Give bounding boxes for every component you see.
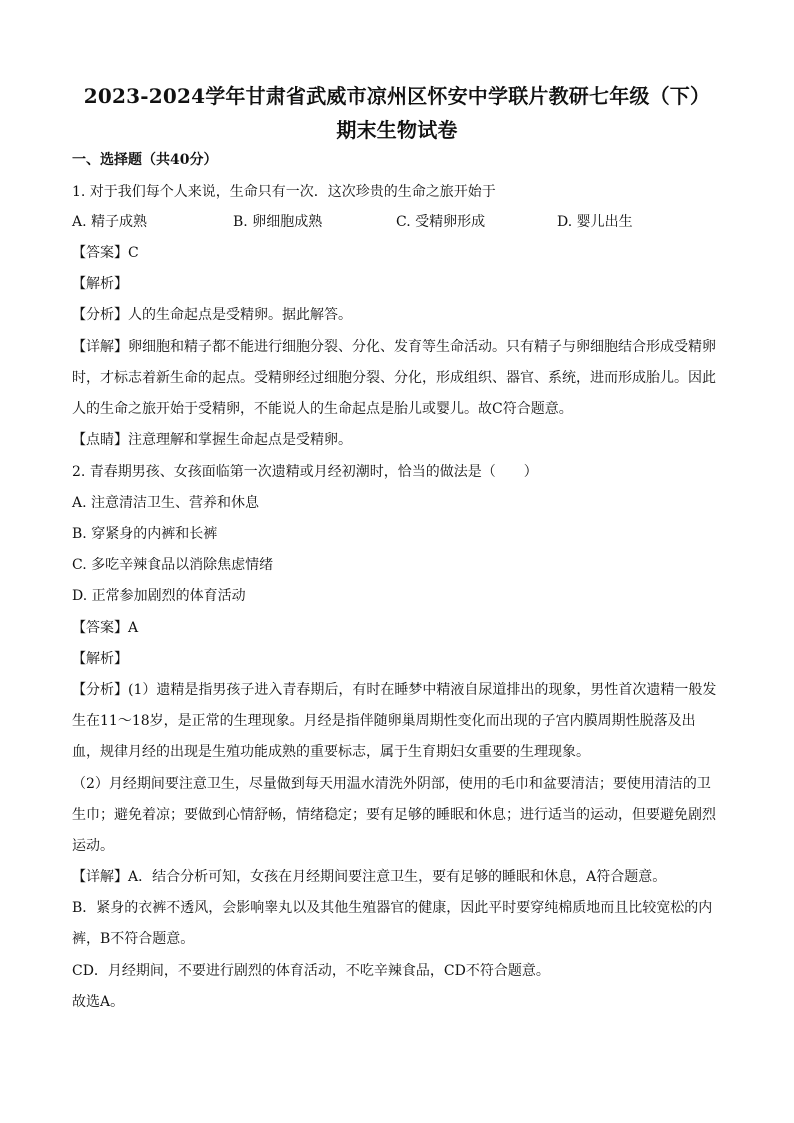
question-2-option-c: C. 多吃辛辣食品以消除焦虑情绪 <box>72 557 274 573</box>
question-1-answer: 【答案】C <box>72 245 139 261</box>
question-1-dianjing: 【点睛】注意理解和掌握生命起点是受精卵。 <box>72 432 352 448</box>
question-2-xiangjie-line: 故选A。 <box>72 994 125 1010</box>
question-2-option-d: D. 正常参加剧烈的体育活动 <box>72 588 246 604</box>
question-2-fenxi-line: 生在11～18岁，是正常的生理现象。月经是指伴随卵巢周期性变化而出现的子宫内膜周期性脱落及出 <box>72 713 696 729</box>
question-1-option-c: C. 受精卵形成 <box>396 214 486 230</box>
question-2-fenxi-line: 【分析】(1）遗精是指男孩子进入青春期后，有时在睡梦中精液自尿道排出的现象，男性首次遗精一般发 <box>72 682 717 698</box>
question-2-answer: 【答案】A <box>72 620 139 636</box>
question-1-xiangjie-line: 【详解】卵细胞和精子都不能进行细胞分裂、分化、发育等生命活动。只有精子与卵细胞结合形成受精卵 <box>72 339 716 355</box>
exam-title-line1: 2023-2024学年甘肃省武威市凉州区怀安中学联片教研七年级（下） <box>83 84 711 108</box>
question-1-analysis-label: 【解析】 <box>72 276 128 292</box>
question-2-fenxi-line: 血，规律月经的出现是生殖功能成熟的重要标志，属于生育期妇女重要的生理现象。 <box>72 744 590 760</box>
question-2-xiangjie-line: 【详解】A．结合分析可知，女孩在月经期间要注意卫生，要有足够的睡眠和休息，A符合题意。 <box>72 869 667 885</box>
question-2-option-a: A. 注意清洁卫生、营养和休息 <box>72 495 260 511</box>
section-heading: 一、选择题（共40分） <box>72 152 218 168</box>
question-2-option-b: B. 穿紧身的内裤和长裤 <box>72 526 218 542</box>
question-1-option-a: A. 精子成熟 <box>72 214 148 230</box>
question-2-fenxi-line: 生巾；避免着凉；要做到心情舒畅，情绪稳定；要有足够的睡眠和休息；进行适当的运动，但要避免剧烈 <box>72 807 716 823</box>
question-2-analysis-label: 【解析】 <box>72 651 128 667</box>
question-2-fenxi-line: （2）月经期间要注意卫生，尽量做到每天用温水清洗外阴部，使用的毛巾和盆要清洁；要使用清洁的卫 <box>72 776 711 792</box>
question-1-option-d: D. 婴儿出生 <box>557 214 633 230</box>
question-1-fenxi: 【分析】人的生命起点是受精卵。据此解答。 <box>72 307 352 323</box>
question-2-fenxi-line: 运动。 <box>72 838 114 854</box>
exam-title-line2: 期末生物试卷 <box>336 118 458 142</box>
question-2-xiangjie-line: 裤，B不符合题意。 <box>72 931 195 947</box>
question-2-xiangjie-line: CD．月经期间，不要进行剧烈的体育活动，不吃辛辣食品，CD不符合题意。 <box>72 963 550 979</box>
question-1-option-b: B. 卵细胞成熟 <box>233 214 323 230</box>
question-2-stem: 2. 青春期男孩、女孩面临第一次遗精或月经初潮时，恰当的做法是（ ） <box>72 464 538 480</box>
question-2-xiangjie-line: B．紧身的衣裤不透风，会影响睾丸以及其他生殖器官的健康，因此平时要穿纯棉质地而且比较宽松的内 <box>72 900 713 916</box>
question-1-xiangjie-line: 时，才标志着新生命的起点。受精卵经过细胞分裂、分化，形成组织、器官、系统，进而形成胎儿。因此 <box>72 370 716 386</box>
question-1-stem: 1. 对于我们每个人来说，生命只有一次．这次珍贵的生命之旅开始于 <box>72 184 496 200</box>
question-1-xiangjie-line: 人的生命之旅开始于受精卵，不能说人的生命起点是胎儿或婴儿。故C符合题意。 <box>72 401 573 417</box>
